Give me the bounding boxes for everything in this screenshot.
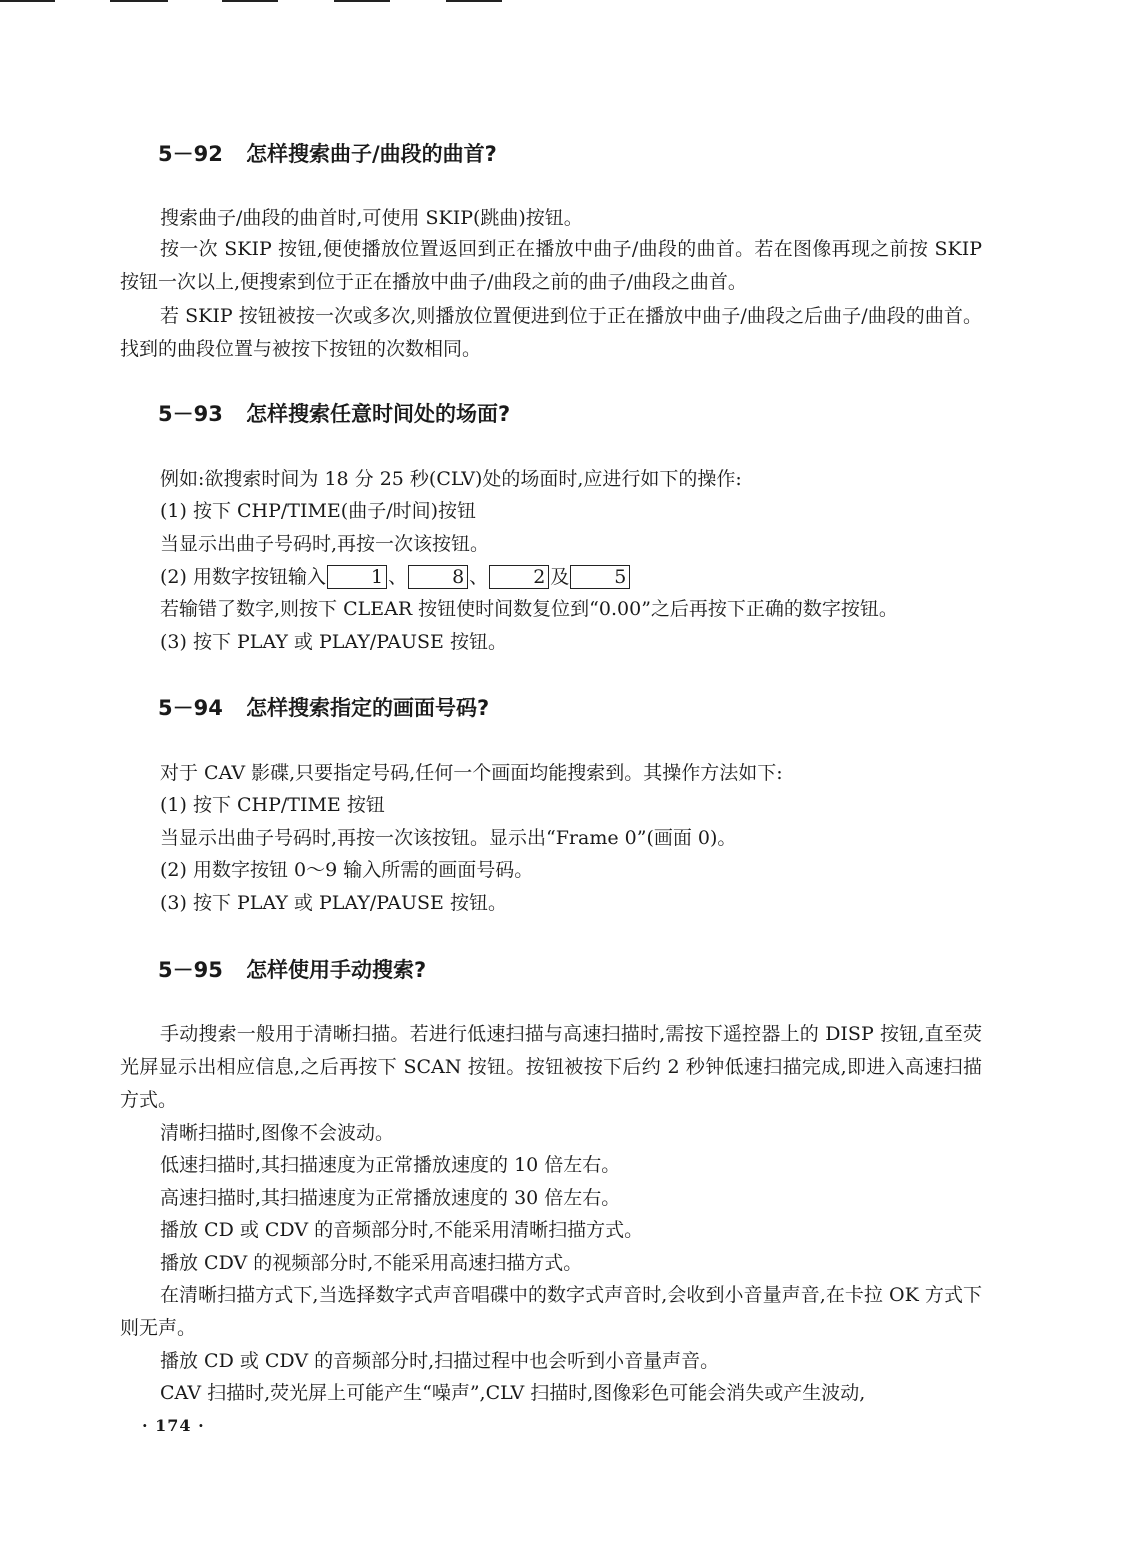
digit-key-box: 2 [489, 565, 549, 589]
section-title: 怎样搜索指定的画面号码? [246, 696, 490, 720]
step-line: (1) 按下 CHP/TIME 按钮 [160, 794, 385, 816]
paragraph: 播放 CDV 的视频部分时,不能采用高速扫描方式。 [160, 1252, 583, 1274]
paragraph: 若输错了数字,则按下 CLEAR 按钮使时间数复位到“0.00”之后再按下正确的数字按钮。 [160, 598, 898, 620]
section-heading [158, 694, 489, 722]
section-number: 5－93 [158, 402, 223, 426]
paragraph: 例如:欲搜索时间为 18 分 25 秒(CLV)处的场面时,应进行如下的操作: [160, 468, 742, 490]
digit-key-box: 5 [570, 565, 630, 589]
paragraph: 当显示出曲子号码时,再按一次该按钮。 [160, 533, 490, 555]
paragraph: 对于 CAV 影碟,只要指定号码,任何一个画面均能搜索到。其操作方法如下: [160, 762, 783, 784]
paragraph: 当显示出曲子号码时,再按一次该按钮。显示出“Frame 0”(画面 0)。 [160, 827, 737, 849]
step-prefix: (2) 用数字按钮输入 [160, 566, 326, 588]
paragraph: 高速扫描时,其扫描速度为正常播放速度的 30 倍左右。 [160, 1187, 621, 1209]
section-heading [158, 140, 497, 168]
section-number: 5－92 [158, 142, 223, 166]
section-number: 5－94 [158, 696, 223, 720]
paragraph: 播放 CD 或 CDV 的音频部分时,扫描过程中也会听到小音量声音。 [160, 1350, 720, 1372]
paragraph: 搜索曲子/曲段的曲首时,可使用 SKIP(跳曲)按钮。 [160, 207, 583, 229]
section-title: 怎样搜索任意时间处的场面? [246, 402, 511, 426]
page-number: · 174 · [142, 1416, 205, 1435]
paragraph: 清晰扫描时,图像不会波动。 [160, 1122, 395, 1144]
step-line: (1) 按下 CHP/TIME(曲子/时间)按钮 [160, 500, 477, 522]
paragraph: 播放 CD 或 CDV 的音频部分时,不能采用清晰扫描方式。 [160, 1219, 644, 1241]
step-line: (2) 用数字按钮 0～9 输入所需的画面号码。 [160, 859, 534, 881]
digit-key-box: 8 [408, 565, 468, 589]
paragraph: 在清晰扫描方式下,当选择数字式声音唱碟中的数字式声音时,会收到小音量声音,在卡拉 OK 方式下则无声。 [120, 1284, 982, 1339]
paragraph: 低速扫描时,其扫描速度为正常播放速度的 10 倍左右。 [160, 1154, 621, 1176]
paragraph: 手动搜索一般用于清晰扫描。若进行低速扫描与高速扫描时,需按下遥控器上的 DISP 按钮,直至荧光屏显示出相应信息,之后再按下 SCAN 按钮。按钮被按下后约 2 秒钟低速扫描完成,即进入高速扫描方式。 [120, 1023, 982, 1111]
paragraph: CAV 扫描时,荧光屏上可能产生“噪声”,CLV 扫描时,图像彩色可能会消失或产生波动, [160, 1382, 866, 1404]
paragraph: 按一次 SKIP 按钮,便使播放位置返回到正在播放中曲子/曲段的曲首。若在图像再现之前按 SKIP 按钮一次以上,便搜索到位于正在播放中曲子/曲段之前的曲子/曲段之曲首。 [120, 238, 982, 293]
section-title: 怎样使用手动搜索? [246, 958, 427, 982]
separator: 、 [469, 566, 489, 588]
step-line: (3) 按下 PLAY 或 PLAY/PAUSE 按钮。 [160, 631, 507, 653]
separator: 、 [388, 566, 408, 588]
paragraph: 若 SKIP 按钮被按一次或多次,则播放位置便进到位于正在播放中曲子/曲段之后曲子/曲段的曲首。找到的曲段位置与被按下按钮的次数相同。 [120, 305, 982, 360]
top-scan-rules [0, 0, 1122, 4]
digit-key-box: 1 [327, 565, 387, 589]
section-heading [158, 956, 426, 984]
step-line: (3) 按下 PLAY 或 PLAY/PAUSE 按钮。 [160, 892, 507, 914]
section-heading [158, 400, 510, 428]
section-title: 怎样搜索曲子/曲段的曲首? [246, 142, 497, 166]
step-line-keys [120, 561, 982, 594]
section-number: 5－95 [158, 958, 223, 982]
separator: 及 [550, 566, 570, 588]
